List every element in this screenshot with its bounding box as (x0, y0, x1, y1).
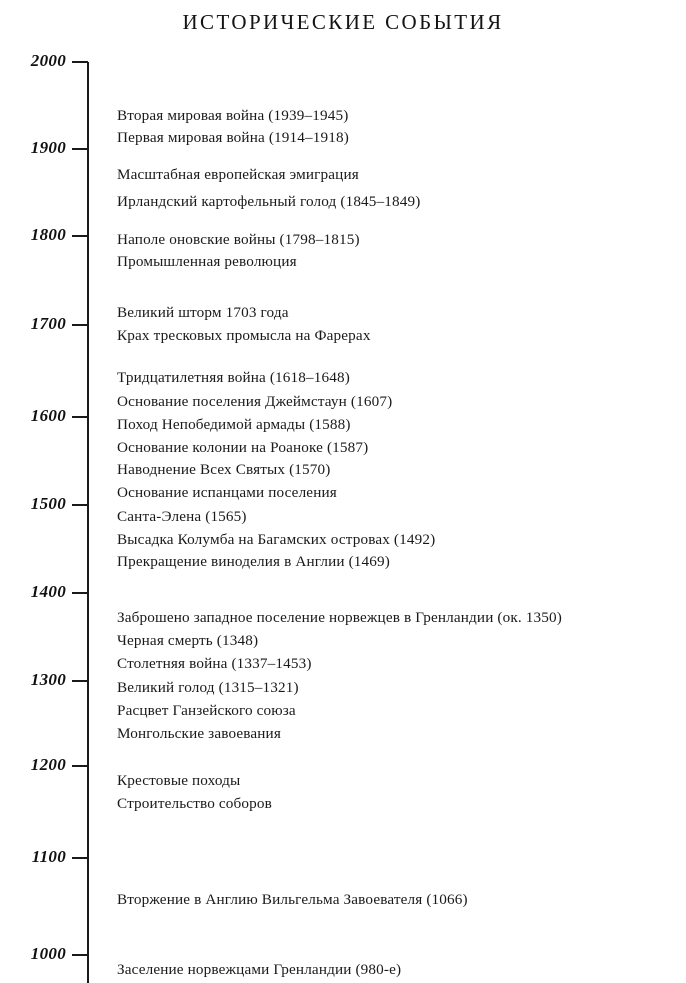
axis-tick-mark (72, 504, 88, 506)
axis-tick-label: 1700 (30, 314, 66, 333)
axis-tick-label: 1500 (30, 494, 66, 513)
timeline-event: Первая мировая война (1914–1918) (117, 129, 349, 146)
axis-tick-label: 1000 (30, 944, 66, 963)
timeline-event: Великий голод (1315–1321) (117, 679, 299, 696)
page-title: ИСТОРИЧЕСКИЕ СОБЫТИЯ (182, 10, 504, 34)
axis-tick-mark (72, 61, 88, 63)
axis-tick-mark (72, 416, 88, 418)
axis-tick-mark (72, 954, 88, 956)
timeline-event: Поход Непобедимой армады (1588) (117, 416, 351, 433)
axis-tick-label: 2000 (30, 51, 66, 70)
timeline-event: Строительство соборов (117, 795, 272, 812)
timeline-event: Основание испанцами поселения (117, 484, 337, 501)
timeline-event: Основание поселения Джеймстаун (1607) (117, 393, 393, 410)
axis-tick-mark (72, 235, 88, 237)
axis-tick-label: 1800 (30, 225, 66, 244)
axis-tick-mark (72, 857, 88, 859)
timeline-event: Великий шторм 1703 года (117, 304, 289, 321)
timeline-event: Монгольские завоевания (117, 725, 281, 742)
axis-tick-label: 1300 (30, 670, 66, 689)
timeline-event: Ирландский картофельный голод (1845–1849) (117, 193, 421, 210)
timeline-event: Крестовые походы (117, 772, 241, 789)
axis-tick-mark (72, 324, 88, 326)
axis-tick-mark (72, 148, 88, 150)
timeline-event: Прекращение виноделия в Англии (1469) (117, 553, 390, 570)
timeline-event: Вторжение в Англию Вильгельма Завоевателя (1066) (117, 891, 468, 908)
timeline-event: Заселение норвежцами Гренландии (980-е) (117, 961, 402, 978)
axis-tick-mark (72, 592, 88, 594)
timeline-event: Заброшено западное поселение норвежцев в Гренландии (ок. 1350) (117, 609, 562, 626)
timeline-event: Наполе оновские войны (1798–1815) (117, 231, 360, 248)
axis-tick-label: 1200 (30, 755, 66, 774)
axis-tick-label: 1100 (31, 847, 66, 866)
axis-tick-mark (72, 765, 88, 767)
axis-tick-label: 1400 (30, 582, 66, 601)
timeline-event: Тридцатилетняя война (1618–1648) (117, 369, 350, 386)
axis-tick-label: 1900 (30, 138, 66, 157)
axis-tick-label: 1600 (30, 406, 66, 425)
timeline-event: Черная смерть (1348) (117, 632, 259, 649)
timeline-event: Санта-Элена (1565) (117, 508, 247, 525)
timeline-event: Крах тресковых промысла на Фарерах (117, 327, 371, 344)
timeline-event: Основание колонии на Роаноке (1587) (117, 439, 369, 456)
timeline-event: Промышленная революция (117, 253, 297, 270)
timeline-event: Масштабная европейская эмиграция (117, 166, 359, 183)
timeline-event: Расцвет Ганзейского союза (117, 702, 296, 719)
timeline-event: Высадка Колумба на Багамских островах (1492) (117, 531, 436, 548)
timeline-event: Вторая мировая война (1939–1945) (117, 107, 349, 124)
timeline-axis-line (87, 62, 89, 983)
timeline-event: Столетняя война (1337–1453) (117, 655, 312, 672)
axis-tick-mark (72, 680, 88, 682)
timeline-event: Наводнение Всех Святых (1570) (117, 461, 331, 478)
